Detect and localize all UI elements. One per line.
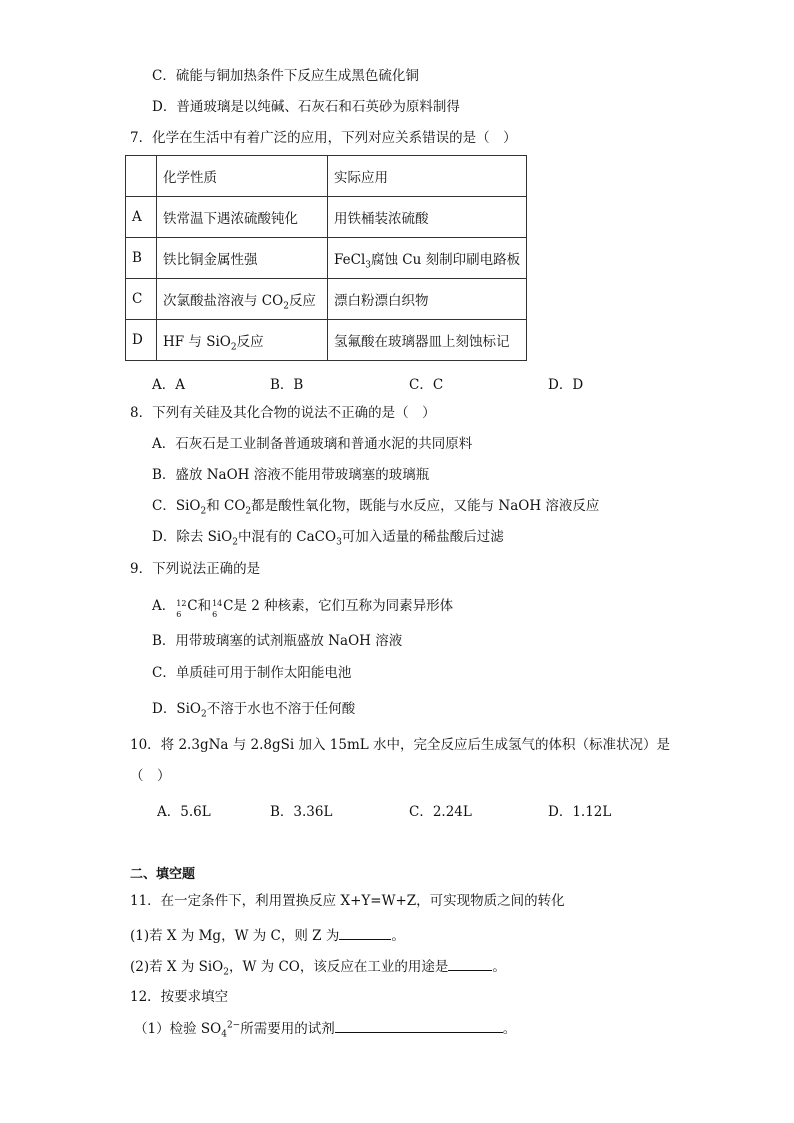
- text-run: C．SiO: [152, 498, 201, 514]
- q7-answer-c: C．C: [409, 377, 444, 393]
- subscript: 2: [223, 967, 229, 978]
- text-run: 和 CO: [206, 498, 246, 514]
- row-label: A: [126, 197, 157, 238]
- q7-answer-d: D．D: [548, 377, 584, 393]
- subscript: 2: [283, 301, 289, 312]
- q7-answer-options: [152, 373, 612, 391]
- table-cell: [157, 279, 328, 320]
- q9-stem: 9．下列说法正确的是: [130, 561, 261, 577]
- table-cell: 用铁桶装浓硫酸: [328, 197, 527, 238]
- q7-answer-a: A．A: [152, 377, 185, 393]
- text-run: 反应: [236, 334, 264, 350]
- subscript: 2: [230, 342, 237, 353]
- q9-option-a: [152, 597, 454, 619]
- table-row: [126, 238, 527, 279]
- atomic-number: 6: [176, 610, 182, 619]
- table-header-cell: 实际应用: [328, 156, 527, 197]
- subscript: 2: [200, 506, 207, 517]
- q10-answer-d: D．1.12L: [548, 804, 612, 820]
- q7-stem: 7．化学在生活中有着广泛的应用，下列对应关系错误的是（ ）: [130, 130, 517, 146]
- answer-blank[interactable]: [448, 956, 492, 971]
- text-run: FeCl: [334, 252, 366, 268]
- answer-blank[interactable]: [335, 1018, 503, 1033]
- table-header-row: [126, 156, 527, 197]
- q6-option-d: D．普通玻璃是以纯碱、石灰石和石英砂为原料制得: [152, 99, 460, 115]
- text-run: 都是酸性氧化物，既能与水反应，又能与 NaOH 溶液反应: [251, 498, 600, 514]
- q10-answer-b: B．3.36L: [270, 804, 333, 820]
- text-run: C和: [187, 598, 212, 614]
- subscript: 4: [221, 1029, 227, 1040]
- text-run: 所需要用的试剂: [240, 1021, 335, 1037]
- subscript: 3: [336, 537, 342, 548]
- text-run: ，W 为 CO，该反应在工业的用途是: [228, 959, 449, 975]
- text-run: 。: [492, 959, 506, 975]
- row-label: B: [126, 238, 157, 279]
- q11-part-2: [130, 956, 506, 976]
- q8-option-b: B．盛放 NaOH 溶液不能用带玻璃塞的玻璃瓶: [152, 467, 430, 483]
- table-row: [126, 197, 527, 238]
- mass-number: 12: [176, 599, 187, 608]
- table-cell: 铁比铜金属性强: [157, 238, 328, 279]
- q10-answer-options: [152, 800, 612, 818]
- superscript: 2−: [226, 1020, 241, 1031]
- q10-stem: 10．将 2.3gNa 与 2.8gSi 加入 15mL 水中，完全反应后生成氢气的体积（标准状况）是: [130, 737, 671, 753]
- q7-answer-b: B．B: [270, 377, 304, 393]
- row-label: C: [126, 279, 157, 320]
- subscript: 2: [200, 709, 207, 720]
- table-header-cell: 化学性质: [157, 156, 328, 197]
- subscript: 2: [232, 537, 238, 548]
- text-run: 反应: [288, 293, 316, 309]
- q9-option-d: [152, 700, 355, 718]
- q9-option-c: C．单质硅可用于制作太阳能电池: [152, 665, 352, 681]
- text-run: D．SiO: [152, 701, 201, 717]
- table-cell: 铁常温下遇浓硫酸钝化: [157, 197, 328, 238]
- q9-option-b: B．用带玻璃塞的试剂瓶盛放 NaOH 溶液: [152, 633, 403, 649]
- table-cell: [126, 156, 157, 197]
- text-run: 。: [502, 1021, 517, 1037]
- table-cell: 氢氟酸在玻璃器皿上刻蚀标记: [328, 320, 527, 361]
- q6-option-c: C．硫能与铜加热条件下反应生成黑色硫化铜: [152, 68, 419, 84]
- text-run: HF 与 SiO: [163, 334, 231, 350]
- q8-option-d: [152, 528, 504, 546]
- table-cell: [328, 238, 527, 279]
- mass-number: 14: [212, 599, 223, 608]
- table-row: [126, 279, 527, 320]
- text-run: 次氯酸盐溶液与 CO: [163, 293, 284, 309]
- q12-stem: 12．按要求填空: [130, 989, 229, 1005]
- text-run: (1)若 X 为 Mg，W 为 C，则 Z 为: [130, 928, 340, 944]
- text-run: 中混有的 CaCO: [237, 529, 337, 545]
- text-run: D．除去 SiO: [152, 529, 233, 545]
- isotope-notation: [211, 597, 223, 619]
- text-run: 。: [391, 928, 405, 944]
- table-row: [126, 320, 527, 361]
- text-run: 腐蚀 Cu 刻制印刷电路板: [371, 252, 521, 268]
- text-run: C是 2 种核素，它们互称为同素异形体: [223, 598, 454, 614]
- subscript: 3: [365, 260, 371, 271]
- section-title: 二、填空题: [130, 867, 196, 882]
- text-run: 可加入适量的稀盐酸后过滤: [341, 529, 504, 545]
- table-cell: [157, 320, 328, 361]
- q10-answer-c: C．2.24L: [409, 804, 472, 820]
- row-label: D: [126, 320, 157, 361]
- q8-option-a: A．石灰石是工业制备普通玻璃和普通水泥的共同原料: [152, 436, 473, 452]
- q8-option-c: [152, 497, 599, 515]
- q7-table: [125, 155, 527, 361]
- isotope-notation: [175, 597, 187, 619]
- table-cell: 漂白粉漂白织物: [328, 279, 527, 320]
- answer-blank[interactable]: [339, 925, 391, 940]
- q8-stem: 8．下列有关硅及其化合物的说法不正确的是（ ）: [130, 405, 436, 421]
- q11-stem: 11．在一定条件下，利用置换反应 X+Y=W+Z，可实现物质之间的转化: [130, 893, 565, 909]
- q10-paren: （ ）: [130, 768, 171, 784]
- text-run: A．: [152, 598, 176, 614]
- text-run: (2)若 X 为 SiO: [130, 959, 224, 975]
- atomic-number: 6: [212, 610, 218, 619]
- q10-answer-a: A．5.6L: [157, 804, 211, 820]
- q11-part-1: [130, 925, 405, 945]
- text-run: 不溶于水也不溶于任何酸: [206, 701, 356, 717]
- subscript: 2: [245, 506, 252, 517]
- text-run: （1）检验 SO: [134, 1021, 222, 1037]
- q12-part-1: [134, 1018, 516, 1038]
